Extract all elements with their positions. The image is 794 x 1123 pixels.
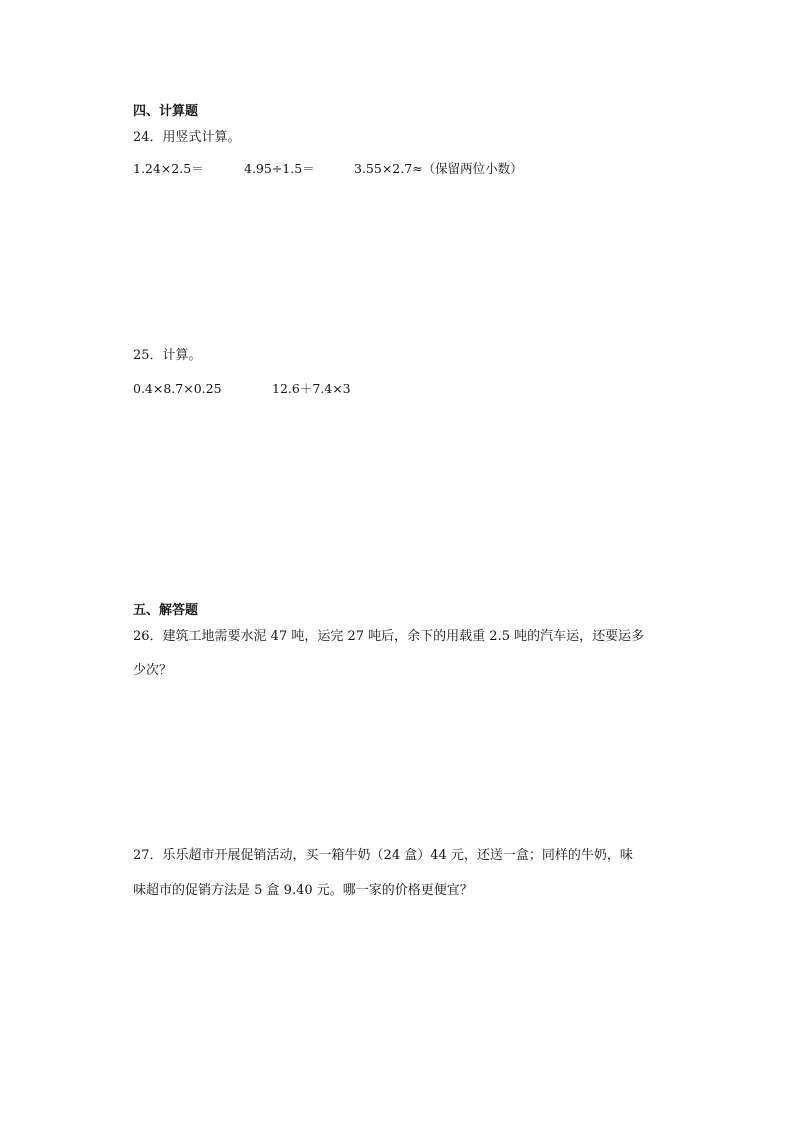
section-heading-calculation: 四、计算题 <box>133 104 199 119</box>
section-heading-word-problems: 五、解答题 <box>133 603 199 618</box>
question-24-expression-2: 4.95÷1.5＝ <box>244 161 315 176</box>
question-25-prompt: 25．计算。 <box>133 348 202 363</box>
question-24-prompt: 24．用竖式计算。 <box>133 130 241 145</box>
question-25-expression-1: 0.4×8.7×0.25 <box>133 381 222 396</box>
question-25-expression-2: 12.6＋7.4×3 <box>272 381 351 396</box>
question-24-expression-1: 1.24×2.5＝ <box>133 161 204 176</box>
question-26-line-1: 26．建筑工地需要水泥 47 吨，运完 27 吨后，余下的用载重 2.5 吨的汽车运，还要运多 <box>133 629 645 644</box>
question-27-line-1: 27．乐乐超市开展促销活动，买一箱牛奶（24 盒）44 元，还送一盒；同样的牛奶，味 <box>133 848 633 863</box>
question-27-line-2: 味超市的促销方法是 5 盒 9.40 元。哪一家的价格更便宜？ <box>133 883 473 898</box>
question-26-line-2: 少次？ <box>133 663 173 678</box>
question-24-expression-3: 3.55×2.7≈（保留两位小数） <box>354 161 523 176</box>
